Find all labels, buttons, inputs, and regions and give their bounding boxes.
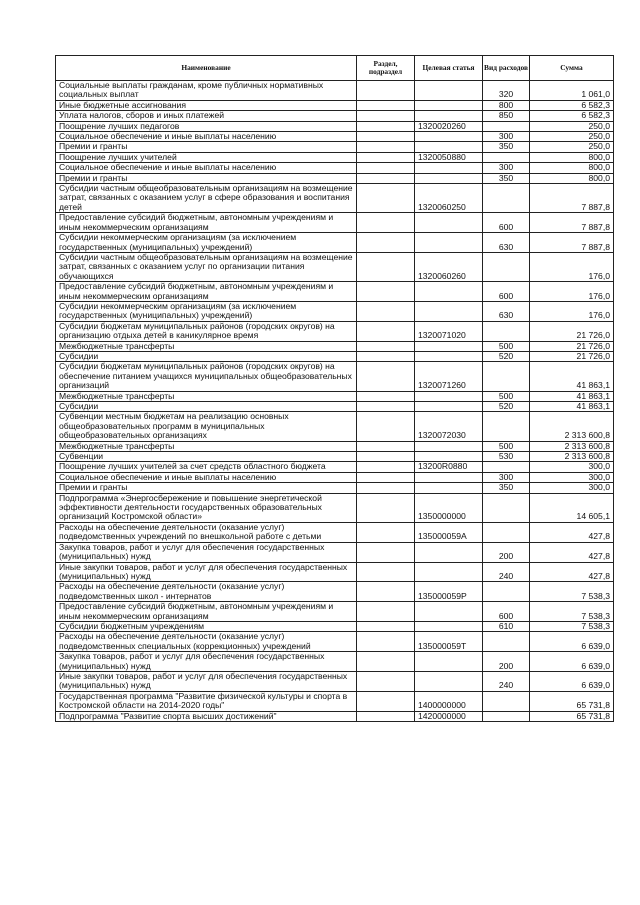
- table-row: [56, 132, 614, 142]
- cell-target-article: 1350000000: [415, 493, 483, 522]
- cell-sum: 2 313 600,8: [530, 441, 614, 451]
- cell-razdel: [357, 441, 415, 451]
- table-row: [56, 81, 614, 101]
- table-row: [56, 602, 614, 622]
- cell-target-article: [415, 301, 483, 321]
- cell-expense-type: 630: [483, 301, 530, 321]
- cell-razdel: [357, 132, 415, 142]
- cell-sum: 427,8: [530, 542, 614, 562]
- cell-expense-type: [483, 582, 530, 602]
- cell-expense-type: 300: [483, 472, 530, 482]
- cell-name: Социальные выплаты гражданам, кроме публичных нормативных социальных выплат: [56, 81, 357, 101]
- cell-target-article: [415, 100, 483, 110]
- cell-sum: 65 731,8: [530, 711, 614, 721]
- cell-sum: 7 887,8: [530, 184, 614, 213]
- cell-target-article: 1320050880: [415, 152, 483, 162]
- header-sum: Сумма: [530, 56, 614, 81]
- cell-expense-type: 520: [483, 351, 530, 361]
- cell-expense-type: 600: [483, 602, 530, 622]
- cell-razdel: [357, 142, 415, 152]
- cell-razdel: [357, 341, 415, 351]
- cell-razdel: [357, 691, 415, 711]
- table-row: [56, 213, 614, 233]
- cell-name: Расходы на обеспечение деятельности (оказание услуг) подведомственных школ - интернатов: [56, 582, 357, 602]
- cell-sum: 800,0: [530, 173, 614, 183]
- cell-sum: 21 726,0: [530, 351, 614, 361]
- cell-name: Субсидии бюджетам муниципальных районов (городских округов) на организацию отдыха детей в каникулярное время: [56, 321, 357, 341]
- table-row: [56, 362, 614, 391]
- cell-sum: 300,0: [530, 483, 614, 493]
- cell-target-article: [415, 652, 483, 672]
- cell-razdel: [357, 213, 415, 233]
- cell-razdel: [357, 163, 415, 173]
- cell-target-article: [415, 351, 483, 361]
- cell-razdel: [357, 173, 415, 183]
- cell-target-article: [415, 213, 483, 233]
- cell-name: Расходы на обеспечение деятельности (оказание услуг) подведомственных специальных (коррекционных) учреждений: [56, 632, 357, 652]
- cell-target-article: [415, 341, 483, 351]
- cell-sum: 7 538,3: [530, 621, 614, 631]
- cell-name: Межбюджетные трансферты: [56, 441, 357, 451]
- cell-expense-type: 200: [483, 652, 530, 672]
- table-row: [56, 100, 614, 110]
- cell-sum: 41 863,1: [530, 402, 614, 412]
- table-row: [56, 142, 614, 152]
- cell-target-article: [415, 233, 483, 253]
- cell-razdel: [357, 632, 415, 652]
- cell-expense-type: 500: [483, 391, 530, 401]
- cell-razdel: [357, 711, 415, 721]
- cell-expense-type: [483, 152, 530, 162]
- cell-target-article: [415, 81, 483, 101]
- cell-name: Субсидии некоммерческим организациям (за исключением государственных (муниципальных) учреждений): [56, 301, 357, 321]
- cell-name: Субвенции: [56, 452, 357, 462]
- table-row: [56, 472, 614, 482]
- cell-expense-type: 610: [483, 621, 530, 631]
- cell-name: Поощрение лучших педагогов: [56, 121, 357, 131]
- cell-razdel: [357, 671, 415, 691]
- cell-name: Социальное обеспечение и иные выплаты населению: [56, 163, 357, 173]
- header-expense-type: Вид расходов: [483, 56, 530, 81]
- cell-name: Предоставление субсидий бюджетным, автономным учреждениям и иным некоммерческим организациям: [56, 282, 357, 302]
- cell-target-article: 1320072030: [415, 412, 483, 441]
- cell-sum: 250,0: [530, 142, 614, 152]
- cell-sum: 2 313 600,8: [530, 452, 614, 462]
- cell-target-article: [415, 173, 483, 183]
- table-row: [56, 582, 614, 602]
- cell-name: Субсидии бюджетным учреждениям: [56, 621, 357, 631]
- table-row: [56, 301, 614, 321]
- cell-sum: 21 726,0: [530, 341, 614, 351]
- cell-razdel: [357, 100, 415, 110]
- header-target-article: Целевая статья: [415, 56, 483, 81]
- table-row: [56, 462, 614, 472]
- cell-target-article: [415, 602, 483, 622]
- table-row: [56, 163, 614, 173]
- cell-name: Субвенции местным бюджетам на реализацию основных общеобразовательных программ в муниципальных общеобразовательных организациях: [56, 412, 357, 441]
- cell-target-article: 135000059А: [415, 522, 483, 542]
- table-row: [56, 111, 614, 121]
- cell-sum: 250,0: [530, 121, 614, 131]
- cell-target-article: 1420000000: [415, 711, 483, 721]
- cell-sum: 7 538,3: [530, 602, 614, 622]
- table-row: [56, 391, 614, 401]
- table-row: [56, 483, 614, 493]
- cell-razdel: [357, 121, 415, 131]
- cell-name: Поощрение лучших учителей: [56, 152, 357, 162]
- cell-name: Иные закупки товаров, работ и услуг для обеспечения государственных (муниципальных) нужд: [56, 671, 357, 691]
- cell-expense-type: 350: [483, 173, 530, 183]
- table-row: [56, 152, 614, 162]
- table-row: [56, 711, 614, 721]
- cell-sum: 7 887,8: [530, 213, 614, 233]
- cell-target-article: [415, 441, 483, 451]
- cell-razdel: [357, 111, 415, 121]
- cell-sum: 300,0: [530, 462, 614, 472]
- cell-expense-type: 500: [483, 441, 530, 451]
- table-body: [56, 81, 614, 722]
- cell-razdel: [357, 391, 415, 401]
- cell-razdel: [357, 522, 415, 542]
- cell-target-article: 1320060260: [415, 252, 483, 281]
- cell-name: Предоставление субсидий бюджетным, автономным учреждениям и иным некоммерческим организациям: [56, 602, 357, 622]
- cell-target-article: [415, 391, 483, 401]
- table-row: [56, 121, 614, 131]
- cell-razdel: [357, 483, 415, 493]
- cell-target-article: [415, 562, 483, 582]
- cell-target-article: [415, 621, 483, 631]
- cell-razdel: [357, 652, 415, 672]
- table-header: [56, 56, 614, 81]
- cell-target-article: 1320071020: [415, 321, 483, 341]
- cell-sum: 14 605,1: [530, 493, 614, 522]
- cell-sum: 800,0: [530, 152, 614, 162]
- cell-target-article: 13200R0880: [415, 462, 483, 472]
- cell-expense-type: [483, 362, 530, 391]
- table-row: [56, 671, 614, 691]
- cell-name: Премии и гранты: [56, 142, 357, 152]
- cell-sum: 2 313 600,8: [530, 412, 614, 441]
- cell-expense-type: [483, 632, 530, 652]
- cell-name: Субсидии бюджетам муниципальных районов (городских округов) на обеспечение питанием учащихся муниципальных общеобразовательных организаций: [56, 362, 357, 391]
- cell-name: Подпрограмма «Энергосбережение и повышение энергетической эффективности деятельности государственных образовательных организаций Костромской области»: [56, 493, 357, 522]
- cell-name: Субсидии: [56, 402, 357, 412]
- cell-razdel: [357, 152, 415, 162]
- cell-name: Иные закупки товаров, работ и услуг для обеспечения государственных (муниципальных) нужд: [56, 562, 357, 582]
- cell-expense-type: [483, 711, 530, 721]
- cell-razdel: [357, 472, 415, 482]
- cell-sum: 6 639,0: [530, 632, 614, 652]
- cell-razdel: [357, 562, 415, 582]
- cell-name: Социальное обеспечение и иные выплаты населению: [56, 472, 357, 482]
- cell-sum: 7 887,8: [530, 233, 614, 253]
- cell-expense-type: 530: [483, 452, 530, 462]
- cell-name: Субсидии частным общеобразовательным организациям на возмещение затрат, связанных с оказанием услуг по организации питания обучающихся: [56, 252, 357, 281]
- cell-name: Субсидии частным общеобразовательным организациям на возмещение затрат, связанных с оказанием услуг в сфере образования и воспитания детей: [56, 184, 357, 213]
- cell-name: Премии и гранты: [56, 483, 357, 493]
- cell-expense-type: [483, 121, 530, 131]
- cell-expense-type: 520: [483, 402, 530, 412]
- cell-target-article: [415, 542, 483, 562]
- cell-razdel: [357, 462, 415, 472]
- cell-target-article: [415, 132, 483, 142]
- cell-name: Предоставление субсидий бюджетным, автономным учреждениям и иным некоммерческим организациям: [56, 213, 357, 233]
- cell-sum: 1 061,0: [530, 81, 614, 101]
- table-row: [56, 562, 614, 582]
- cell-razdel: [357, 282, 415, 302]
- cell-razdel: [357, 582, 415, 602]
- cell-target-article: 1400000000: [415, 691, 483, 711]
- table-row: [56, 402, 614, 412]
- cell-razdel: [357, 362, 415, 391]
- cell-razdel: [357, 412, 415, 441]
- cell-razdel: [357, 621, 415, 631]
- cell-expense-type: [483, 493, 530, 522]
- cell-target-article: [415, 483, 483, 493]
- header-name: Наименование: [56, 56, 357, 81]
- cell-sum: 176,0: [530, 301, 614, 321]
- cell-razdel: [357, 402, 415, 412]
- cell-sum: 800,0: [530, 163, 614, 173]
- cell-name: Социальное обеспечение и иные выплаты населению: [56, 132, 357, 142]
- table-row: [56, 621, 614, 631]
- cell-name: Поощрение лучших учителей за счет средств областного бюджета: [56, 462, 357, 472]
- cell-sum: 176,0: [530, 282, 614, 302]
- table-row: [56, 252, 614, 281]
- cell-razdel: [357, 351, 415, 361]
- cell-razdel: [357, 301, 415, 321]
- cell-name: Межбюджетные трансферты: [56, 341, 357, 351]
- cell-sum: 176,0: [530, 252, 614, 281]
- cell-expense-type: 240: [483, 671, 530, 691]
- cell-target-article: [415, 282, 483, 302]
- table-row: [56, 441, 614, 451]
- cell-target-article: 1320071260: [415, 362, 483, 391]
- cell-expense-type: 630: [483, 233, 530, 253]
- cell-expense-type: 500: [483, 341, 530, 351]
- cell-name: Межбюджетные трансферты: [56, 391, 357, 401]
- cell-target-article: 135000059Р: [415, 582, 483, 602]
- cell-target-article: [415, 402, 483, 412]
- table-row: [56, 282, 614, 302]
- cell-expense-type: 200: [483, 542, 530, 562]
- cell-name: Субсидии некоммерческим организациям (за исключением государственных (муниципальных) учреждений): [56, 233, 357, 253]
- cell-name: Субсидии: [56, 351, 357, 361]
- cell-target-article: [415, 163, 483, 173]
- budget-table: [55, 55, 614, 722]
- cell-target-article: 1320020260: [415, 121, 483, 131]
- cell-sum: 65 731,8: [530, 691, 614, 711]
- table-row: [56, 351, 614, 361]
- table-row: [56, 184, 614, 213]
- cell-sum: 21 726,0: [530, 321, 614, 341]
- cell-sum: 41 863,1: [530, 391, 614, 401]
- cell-razdel: [357, 493, 415, 522]
- cell-name: Уплата налогов, сборов и иных платежей: [56, 111, 357, 121]
- cell-name: Премии и гранты: [56, 173, 357, 183]
- cell-target-article: [415, 142, 483, 152]
- header-razdel: Раздел, подраздел: [357, 56, 415, 81]
- cell-sum: 250,0: [530, 132, 614, 142]
- cell-expense-type: 350: [483, 483, 530, 493]
- table-row: [56, 412, 614, 441]
- cell-target-article: 1320060250: [415, 184, 483, 213]
- cell-sum: 300,0: [530, 472, 614, 482]
- cell-target-article: [415, 111, 483, 121]
- cell-razdel: [357, 602, 415, 622]
- cell-razdel: [357, 452, 415, 462]
- cell-razdel: [357, 252, 415, 281]
- cell-target-article: [415, 472, 483, 482]
- cell-expense-type: 320: [483, 81, 530, 101]
- table-row: [56, 452, 614, 462]
- cell-expense-type: [483, 691, 530, 711]
- table-row: [56, 493, 614, 522]
- cell-expense-type: 240: [483, 562, 530, 582]
- table-row: [56, 652, 614, 672]
- header-row: [56, 56, 614, 81]
- cell-sum: 6 639,0: [530, 652, 614, 672]
- cell-expense-type: 300: [483, 163, 530, 173]
- table-row: [56, 542, 614, 562]
- cell-expense-type: 850: [483, 111, 530, 121]
- table-row: [56, 321, 614, 341]
- cell-name: Закупка товаров, работ и услуг для обеспечения государственных (муниципальных) нужд: [56, 542, 357, 562]
- cell-expense-type: [483, 252, 530, 281]
- cell-target-article: [415, 452, 483, 462]
- table-row: [56, 341, 614, 351]
- cell-expense-type: 800: [483, 100, 530, 110]
- cell-razdel: [357, 321, 415, 341]
- cell-expense-type: 350: [483, 142, 530, 152]
- cell-expense-type: [483, 522, 530, 542]
- table-row: [56, 522, 614, 542]
- cell-razdel: [357, 81, 415, 101]
- cell-name: Иные бюджетные ассигнования: [56, 100, 357, 110]
- cell-sum: 6 582,3: [530, 111, 614, 121]
- cell-target-article: [415, 671, 483, 691]
- cell-expense-type: [483, 321, 530, 341]
- cell-expense-type: 300: [483, 132, 530, 142]
- cell-razdel: [357, 233, 415, 253]
- cell-name: Государственная программа "Развитие физической культуры и спорта в Костромской области на 2014-2020 годы": [56, 691, 357, 711]
- cell-target-article: 135000059Т: [415, 632, 483, 652]
- cell-sum: 427,8: [530, 522, 614, 542]
- cell-name: Закупка товаров, работ и услуг для обеспечения государственных (муниципальных) нужд: [56, 652, 357, 672]
- cell-name: Подпрограмма "Развитие спорта высших достижений": [56, 711, 357, 721]
- table-row: [56, 632, 614, 652]
- cell-sum: 6 639,0: [530, 671, 614, 691]
- table-row: [56, 233, 614, 253]
- cell-expense-type: 600: [483, 213, 530, 233]
- table-row: [56, 691, 614, 711]
- cell-expense-type: [483, 462, 530, 472]
- cell-sum: 41 863,1: [530, 362, 614, 391]
- cell-sum: 6 582,3: [530, 100, 614, 110]
- cell-razdel: [357, 542, 415, 562]
- cell-name: Расходы на обеспечение деятельности (оказание услуг) подведомственных учреждений по внешкольной работе с детьми: [56, 522, 357, 542]
- cell-razdel: [357, 184, 415, 213]
- table-row: [56, 173, 614, 183]
- cell-expense-type: [483, 184, 530, 213]
- cell-expense-type: 600: [483, 282, 530, 302]
- cell-sum: 7 538,3: [530, 582, 614, 602]
- cell-expense-type: [483, 412, 530, 441]
- cell-sum: 427,8: [530, 562, 614, 582]
